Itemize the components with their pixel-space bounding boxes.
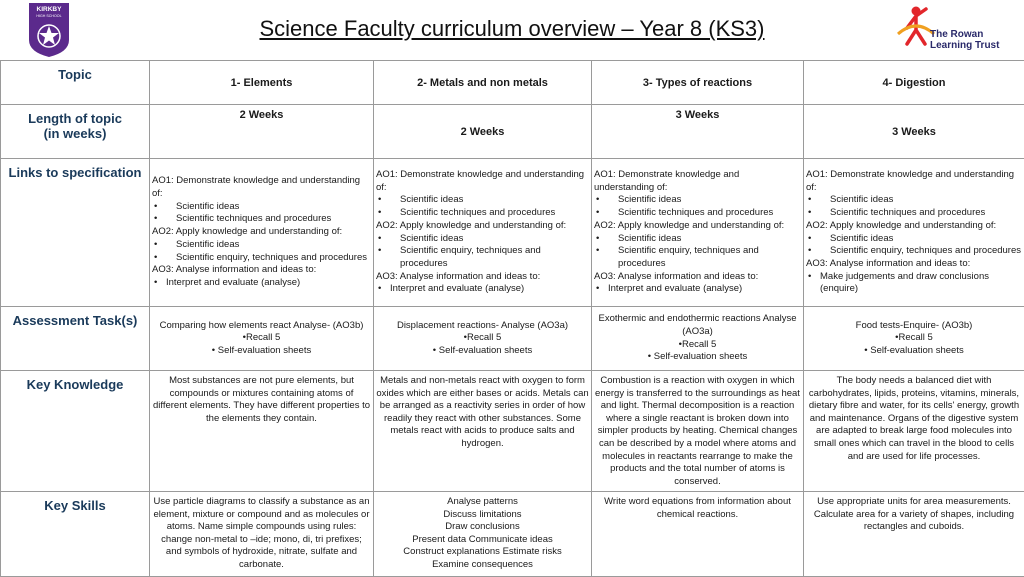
assessment-cell-2: Displacement reactions- Analyse (AO3a) •Recall 5 • Self-evaluation sheets bbox=[374, 307, 592, 371]
table-row bbox=[1, 61, 1024, 105]
weeks-3: 3 Weeks bbox=[592, 105, 804, 159]
row-label-length: Length of topic (in weeks) bbox=[1, 105, 150, 159]
page-header bbox=[0, 0, 1024, 60]
page-title: Science Faculty curriculum overview – Year 8 (KS3) bbox=[0, 16, 1024, 42]
weeks-4: 3 Weeks bbox=[804, 105, 1024, 159]
crest-name: KIRKBY bbox=[37, 6, 63, 13]
skills-cell-3: Write word equations from information about chemical reactions. bbox=[592, 492, 804, 577]
knowledge-cell-2: Metals and non-metals react with oxygen to form oxides which are either bases or acids. Metals can be arranged as a reactivity series in order of how readily they react with other substances. Some metals react with acids to produce salts and hydrogen. bbox=[374, 371, 592, 492]
row-label-assessment: Assessment Task(s) bbox=[1, 307, 150, 371]
assessment-cell-3: Exothermic and endothermic reactions Analyse (AO3a) •Recall 5 • Self-evaluation sheets bbox=[592, 307, 804, 371]
table-row bbox=[1, 371, 1024, 492]
crest-sub: HIGH SCHOOL bbox=[36, 14, 61, 18]
weeks-2: 2 Weeks bbox=[374, 105, 592, 159]
table-row bbox=[1, 492, 1024, 577]
topic-header-1: 1- Elements bbox=[150, 61, 374, 105]
spec-cell-3: AO1: Demonstrate knowledge and understanding of: • Scientific ideas • Scientific techniques and procedures AO2: Apply knowledge and understanding of: • Scientific ideas • Scientific enquiry, techniques and procedures AO3: Analyse information and ideas to: • Interpret and evaluate (analyse) bbox=[592, 159, 804, 307]
topic-header-2: 2- Metals and non metals bbox=[374, 61, 592, 105]
row-label-links: Links to specification bbox=[1, 159, 150, 307]
weeks-1: 2 Weeks bbox=[150, 105, 374, 159]
row-label-topic: Topic bbox=[1, 61, 150, 105]
assessment-cell-1: Comparing how elements react Analyse- (AO3b) •Recall 5 • Self-evaluation sheets bbox=[150, 307, 374, 371]
spec-cell-1: AO1: Demonstrate knowledge and understanding of: • Scientific ideas • Scientific techniques and procedures AO2: Apply knowledge and understanding of: • Scientific ideas • Scientific enquiry, techniques and procedures AO3: Analyse information and ideas to: • Interpret and evaluate (analyse) bbox=[150, 159, 374, 307]
table-row bbox=[1, 159, 1024, 307]
table-row bbox=[1, 307, 1024, 371]
curriculum-table bbox=[0, 60, 1024, 577]
table-row bbox=[1, 105, 1024, 159]
trust-logo bbox=[892, 2, 1024, 62]
knowledge-cell-4: The body needs a balanced diet with carbohydrates, lipids, proteins, vitamins, minerals, dietary fibre and water, for its cells' energy, growth and maintenance. Organs of the digestive system are adapted to break large food molecules into small ones which can travel in the blood to cells and are used for life processes. bbox=[804, 371, 1024, 492]
trust-name: The Rowan Learning Trust bbox=[930, 29, 999, 51]
row-label-knowledge: Key Knowledge bbox=[1, 371, 150, 492]
skills-cell-1: Use particle diagrams to classify a substance as an element, mixture or compound and as molecules or atoms. Name simple compounds using rules: change non-metal to –ide; mono, di, tri prefixes; and symbols of hydroxide, nitrate, sulfate and carbonate. bbox=[150, 492, 374, 577]
spec-cell-2: AO1: Demonstrate knowledge and understanding of: • Scientific ideas • Scientific techniques and procedures AO2: Apply knowledge and understanding of: • Scientific ideas • Scientific enquiry, techniques and procedures AO3: Analyse information and ideas to: • Interpret and evaluate (analyse) bbox=[374, 159, 592, 307]
assessment-cell-4: Food tests-Enquire- (AO3b) •Recall 5 • Self-evaluation sheets bbox=[804, 307, 1024, 371]
skills-cell-4: Use appropriate units for area measurements. Calculate area for a variety of shapes, including rectangles and cuboids. bbox=[804, 492, 1024, 577]
knowledge-cell-1: Most substances are not pure elements, but compounds or mixtures containing atoms of different elements. They have different properties to the elements they contain. bbox=[150, 371, 374, 492]
row-label-skills: Key Skills bbox=[1, 492, 150, 577]
topic-header-3: 3- Types of reactions bbox=[592, 61, 804, 105]
skills-cell-2: Analyse patterns Discuss limitations Draw conclusions Present data Communicate ideas Construct explanations Estimate risks Examine consequences bbox=[374, 492, 592, 577]
spec-cell-4: AO1: Demonstrate knowledge and understanding of: • Scientific ideas • Scientific techniques and procedures AO2: Apply knowledge and understanding of: • Scientific ideas • Scientific enquiry, techniques and procedures AO3: Analyse information and ideas to: • Make judgements and draw conclusions (enquire) bbox=[804, 159, 1024, 307]
topic-header-4: 4- Digestion bbox=[804, 61, 1024, 105]
knowledge-cell-3: Combustion is a reaction with oxygen in which energy is transferred to the surroundings as heat and light. Thermal decomposition is a reaction where a single reactant is broken down into simpler products by heating. Chemical changes can be described by a model where atoms and molecules in reactants rearrange to make the products and the total number of atoms is conserved. bbox=[592, 371, 804, 492]
